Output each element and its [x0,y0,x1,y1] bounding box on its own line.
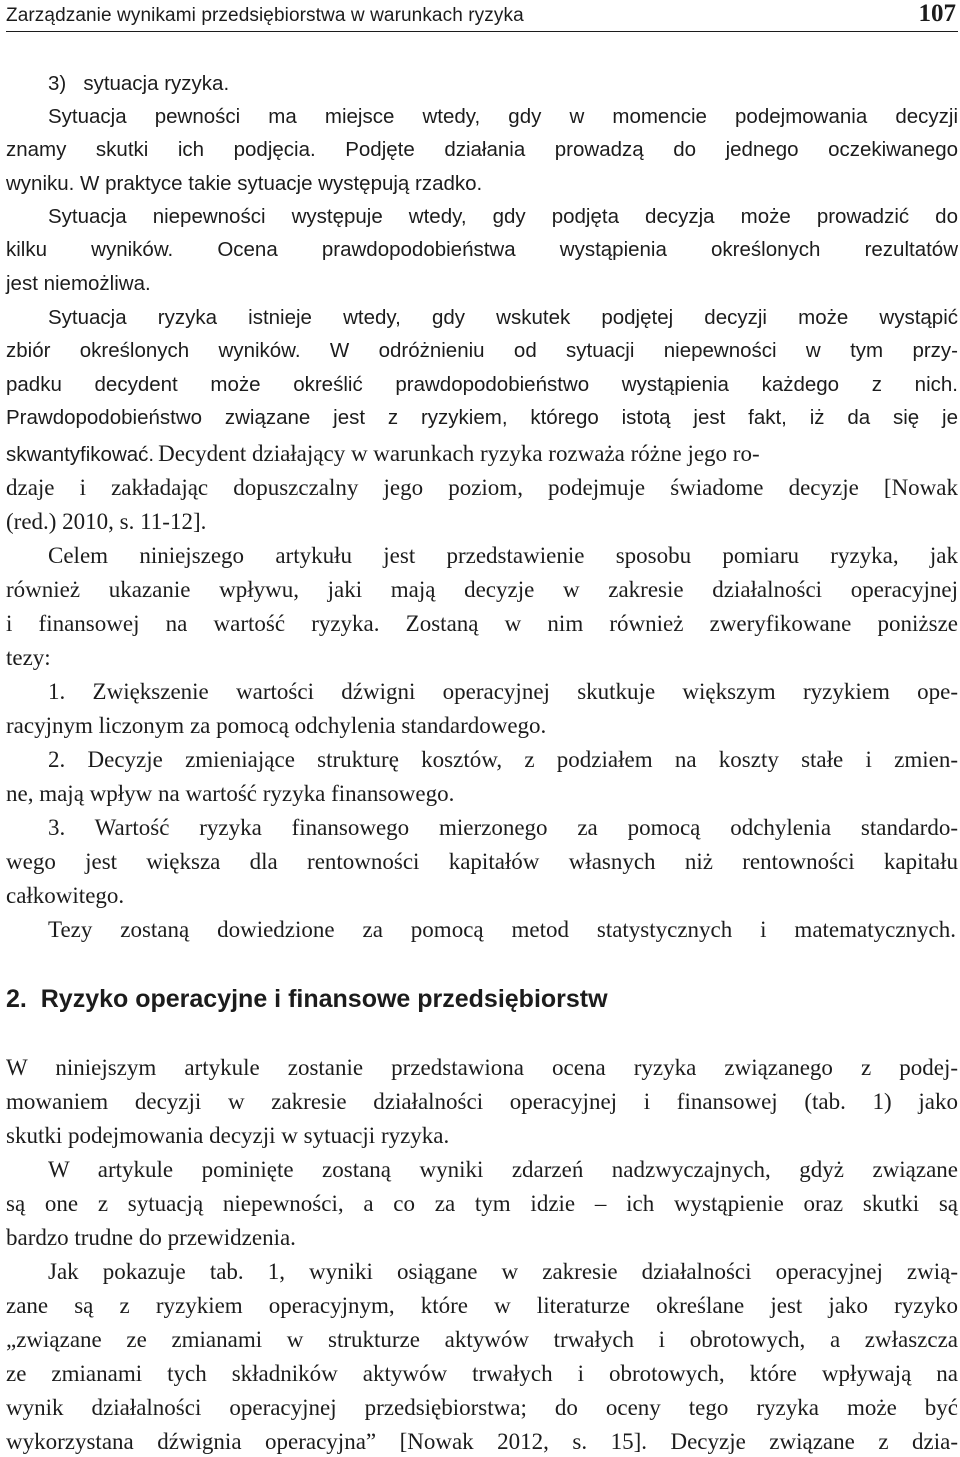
section-heading: 2. Ryzyko operacyjne i finansowe przedsiębiorstw [6,985,608,1013]
paragraph-line: Sytuacja niepewności występuje wtedy, gdy podjęta decyzja może prowadzić do [48,205,958,228]
paragraph-line: ze zmianami tych składników aktywów trwałych i obrotowych, które wpływają na [6,1361,958,1386]
paragraph-line: wynik działalności operacyjnej przedsiębiorstwa; do oceny tego ryzyka może być [6,1395,958,1420]
paragraph-line: Tezy zostaną dowiedzione za pomocą metod statystycznych i matematycznych. [48,917,956,942]
paragraph-line: (red.) 2010, s. 11-12]. [6,509,207,534]
paragraph-line: zbiór określonych wyników. W odróżnieniu od sytuacji niepewności w tym przy- [6,339,958,362]
paragraph-line: zane są z ryzykiem operacyjnym, które w literaturze określane jest jako ryzyko [6,1293,958,1318]
paragraph-line: Jak pokazuje tab. 1, wyniki osiągane w zakresie działalności operacyjnej zwią- [48,1259,958,1284]
list-item-3: 3) sytuacja ryzyka. [48,72,230,95]
paragraph-line: ne, mają wpływ na wartość ryzyka finansowego. [6,781,455,806]
paragraph-line: i finansowej na wartość ryzyka. Zostaną w nim również zweryfikowane poniższe [6,611,958,636]
thesis-item-2: 2. Decyzje zmieniające strukturę kosztów, z podziałem na koszty stałe i zmien- [48,747,958,772]
paragraph-line: W niniejszym artykule zostanie przedstawiona ocena ryzyka związanego z podej- [6,1055,958,1080]
paragraph-line: bardzo trudne do przewidzenia. [6,1225,296,1250]
paragraph-line: znamy skutki ich podjęcia. Podjęte działania prowadzą do jednego oczekiwanego [6,138,958,161]
mixed-font-line [6,442,958,466]
page-number: 107 [918,0,956,27]
paragraph-line: wego jest większa dla rentowności kapitałów własnych niż rentowności kapitału [6,849,958,874]
paragraph-line: wykorzystana dźwignia operacyjna” [Nowak 2012, s. 15]. Decyzje związane z dzia- [6,1429,958,1454]
paragraph-line: są one z sytuacją niepewności, a co za tym idzie – ich wystąpienie oraz skutki są [6,1191,958,1216]
paragraph-line: W artykule pominięte zostaną wyniki zdarzeń nadzwyczajnych, gdyż związane [48,1157,958,1182]
paragraph-line: mowaniem decyzji w zakresie działalności operacyjnej i finansowej (tab. 1) jako [6,1089,958,1114]
paragraph-line: „związane ze zmianami w strukturze aktywów trwałych i obrotowych, a zwłaszcza [6,1327,958,1352]
paragraph-fragment: skwantyfikować. [6,443,155,466]
thesis-item-1: 1. Zwiększenie wartości dźwigni operacyjnej skutkuje większym ryzykiem ope- [48,679,958,704]
paragraph-fragment: Decydent działający w warunkach ryzyka rozważa różne jego ro- [158,441,760,466]
paragraph-line: kilku wyników. Ocena prawdopodobieństwa wystąpienia określonych rezultatów [6,238,958,261]
paragraph-line: jest niemożliwa. [6,272,151,295]
paragraph-line: tezy: [6,645,51,670]
paragraph-line: Celem niniejszego artykułu jest przedstawienie sposobu pomiaru ryzyka, jak [48,543,958,568]
paragraph-line: całkowitego. [6,883,125,908]
paragraph-line: padku decydent może określić prawdopodobieństwo wystąpienia każdego z nich. [6,373,958,396]
paragraph-line: racyjnym liczonym za pomocą odchylenia standardowego. [6,713,547,738]
paragraph-line: Sytuacja ryzyka istnieje wtedy, gdy wskutek podjętej decyzji może wystąpić [48,306,958,329]
paragraph-line: Sytuacja pewności ma miejsce wtedy, gdy w momencie podejmowania decyzji [48,105,958,128]
thesis-item-3: 3. Wartość ryzyka finansowego mierzonego za pomocą odchylenia standardo- [48,815,958,840]
running-header-title: Zarządzanie wynikami przedsiębiorstwa w warunkach ryzyka [6,5,524,26]
paragraph-line: również ukazanie wpływu, jaki mają decyzje w zakresie działalności operacyjnej [6,577,958,602]
paragraph-line: wyniku. W praktyce takie sytuacje występują rzadko. [6,172,483,195]
paragraph-line: Prawdopodobieństwo związane jest z ryzykiem, którego istotą jest fakt, iż da się je [6,406,958,429]
paragraph-line: dzaje i zakładając dopuszczalny jego poziom, podejmuje świadome decyzje [Nowak [6,475,958,500]
document-page [6,0,958,1457]
running-header [6,0,958,32]
paragraph-line: skutki podejmowania decyzji w sytuacji ryzyka. [6,1123,450,1148]
